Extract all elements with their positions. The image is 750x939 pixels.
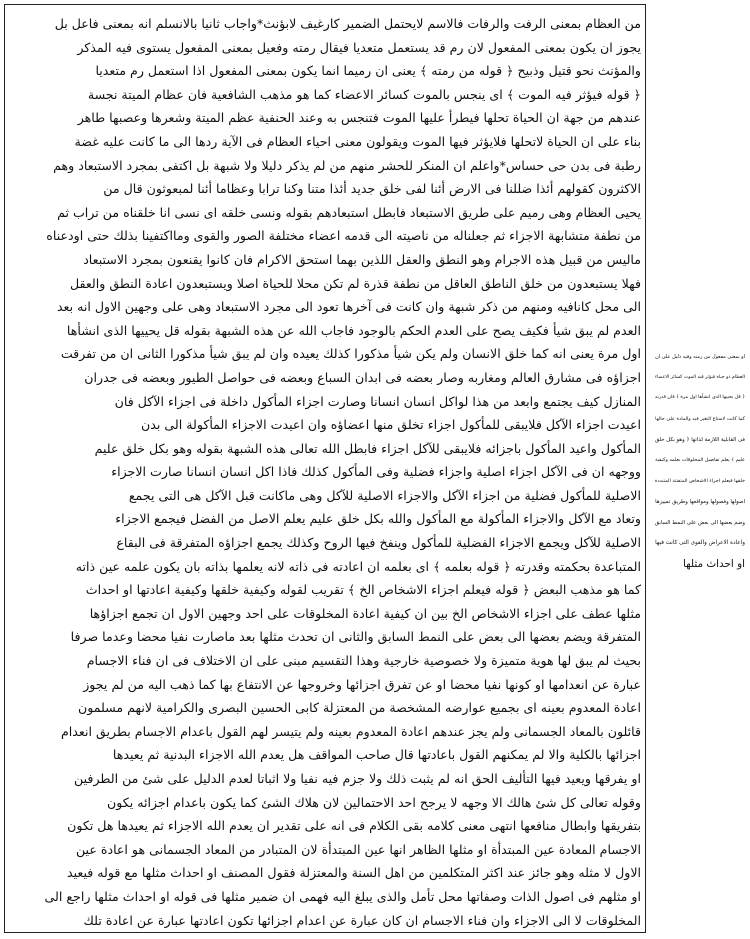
margin-text-line: العظام ذو حياة فيؤثر فيه الموت كسائر الاعضاء [655, 374, 745, 380]
main-text-line: اول مرة يعنى انه كما خلق الانسان ولم يكن شيأ مذكورا كذلك يعيده وان لم يبق شيأ مذكورا الثانى ان من تفرقت [60, 346, 641, 362]
main-text-line: يجوز ان يكون بمعنى المفعول لان رم قد يستعمل متعديا فيقال رمته وفعيل بمعنى المفعول يستوى فيه المذكر [77, 39, 641, 55]
margin-text-line: واعادة الاعراض والقوى التى كانت فيها [655, 540, 745, 547]
margin-text-line: عليم ﴾ يعلم تفاصيل المخلوقات بعلمه وكيفية [655, 457, 745, 464]
main-text-line: اعيدت اجزاء الآكل فلايبقى للمأكول اجزاء تخلق منها اعضاؤه وان اعيدت الاجزاء المأكولة الى بدن [141, 417, 641, 433]
main-text-line: ووجهه ان فى الآكل اجزاء اصلية واجزاء فضلية وفى المأكول كذلك فاذا اكل انسان انسانا صارت الاجزاء [111, 464, 641, 480]
main-text-line: المنازل كيف يجتمع وابعد من هذا لواكل انسان انسانا وصارت اجزاء المأكول داخلة فى اجزاء الآكل فان [114, 393, 641, 409]
main-text-line: وتعاد مع الآكل والاجزاء المأكولة مع المأكول والله بكل خلق عليم يعلم الاصل من الفضل فيجمع الاجزاء [115, 511, 641, 527]
main-text-line: وقوله تعالى كل شئ هالك الا وجهه لا يرجح احد الاحتمالين لان هلاك الشئ كما يكون باعدام اجزائه يكون [106, 794, 641, 810]
main-text-line: المتفرقة ويضم بعضها الى بعض على النمط السابق والثانى ان تحدث مثلها بعد ماصارت نفيا محضا وعدما صرفا [70, 629, 641, 645]
main-text-line: ﴿ قوله فيؤثر فيه الموت ﴾ اى ينجس بالموت كسائر الاعضاء كما هو مذهب الشافعية فان عظام الميتة نجسة [87, 86, 641, 102]
main-text-line: بناء على ان الحياة لاتحلها فلايؤثر فيها الموت ويقولون معنى احياء العظام فى الآية ردها الى ما كانت عليه غضة [74, 133, 641, 149]
main-text-line: كما هو مذهب البعض ﴿ قوله فيعلم اجزاء الاشخاص الخ ﴾ تقريب لقوله وكيفية خلقها وكيفية اعادتها او احداث [85, 582, 641, 598]
main-text-line: بتفريقها وابطال منافعها انتهى معنى كلامه بقى الكلام فى انه على تقدير ان يعدم الله الاجزاء ثم يعيدها هل تكون [67, 818, 641, 834]
main-text-line: فهلا يستبعدون من خلق الناطق العاقل من نطفة قذرة لم تكن محلا للحياة اصلا ويستبعدون اعادة النطق والعقل [69, 275, 641, 291]
main-text-line: يحيى العظام وهى رميم على طريق الاستبعاد فابطل استبعادهم بقوله ونسى خلقه اى نسى انا خلقناه من تراب ثم [57, 204, 641, 220]
main-text-line: رطبة فى بدن حى حساس*واعلم ان المنكر للحشر منهم من لم يذكر دليلا ولا شبهة بل اكتفى بمجرد الاستبعاد وهم [53, 157, 641, 173]
main-text-line: الاول لا مثله وهو جائز عند اكثر المتكلمين من اهل السنة والمعتزلة فقول المصنف او احداث مثلها مع قوله فيعيد [66, 865, 641, 881]
main-text-line: المخلوقات لا الى الاجزاء وان فناء الاجسام ان كان عبارة عن اعدام اجزائها تكون اعادتها عبارة عن اعادة تلك [83, 912, 641, 928]
main-text-line: الى محل كانافيه ومنهم من ذكر شبهة وان كانت فى آخرها تعود الى مجرد الاستبعاد وهى على وجهين الاول انه بعد [56, 299, 641, 315]
main-text-line: عبارة عن انعدامها او كونها نفيا محضا او عن تفرق اجزائها وخروجها عن الانتفاع بها كما ذهب اليه من لم يجوز [83, 676, 641, 692]
main-text-line: من نطفة متشابهة الاجزاء ثم جعلناله من ناصيته الى قدمه اعضاء مختلفة الصور والقوى ومااكتفينا بذلك حتى اودعناه [46, 228, 641, 244]
main-text-line: المتباعدة بحكمته وقدرته ﴿ قوله بعلمه ﴾ اى بعلمه ان اعادته فى ذاته لانه يعلمها بذاته بان يكون علمه عين ذاته [75, 558, 641, 574]
main-text-line: الاصلية للآكل ويجمع الاجزاء الفضلية للمأكول وينفخ فيها الروح وكذلك يجمع اجزاؤه المتفرقة فى البقاع [116, 535, 641, 551]
main-text-line: بحيث لم يبق لها هوية متميزة ولا خصوصية خارجية وهذا التقسيم مبنى على ان الاختلاف فى ان فناء الاجسام [86, 653, 641, 669]
main-commentary-text [15, 12, 641, 932]
main-text-line: اجزائها بالكلية والا لم يمكنهم القول باعادتها قال صاحب المواقف هل يعدم الله الاجزاء البدنية ثم يعيدها [112, 747, 641, 763]
main-text-line: والمؤنث نحو قتيل وذبيح ﴿ قوله من رمته ﴾ يعنى ان رميما انما يكون بمعنى المفعول اذا استعمل رم متعديا [95, 63, 641, 79]
main-text-line: اعادة المعدوم بعينه اى بجميع عوارضه المشخصة من المعتزلة كابى الحسين البصرى والكرامية لانهم مسلمون [77, 700, 641, 716]
main-text-line: عندهم من جهة ان الحياة تحلها فيطرأ عليها الموت فتنجس به وعند الحنفية عظم الميتة وشعرها وعصبها طاهر [77, 110, 641, 126]
main-text-line: قائلون بالمعاد الجسمانى ولم يجز عندهم اعادة المعدوم بعينه ولم يتيسر لهم القول باعدام الاجسام بطريق انعدام [61, 723, 641, 739]
main-text-frame [4, 4, 646, 933]
main-text-line: المأكول واعيد المأكول باجزائه فلايبقى للآكل اجزاء فابطل الله تعالى هذه الشبهة بقوله وهو بكل خلق عليم [94, 440, 641, 456]
main-text-line: من العظام بمعنى الرفت والرفات فالاسم لايحتمل الضمير كارغيف لابؤنث*واجاب ثانيا بالانسلم انه بمعنى فاعل بل [54, 16, 641, 31]
main-text-line: العدم لم يبق شيأ فكيف يصح على العدم الحكم بالوجود فاجاب الله عن هذه الشبهة بقوله قل يحييها الذى انشأها [66, 322, 641, 338]
main-text-line: او مثلهم فى اصول الذات وصفاتها محل تأمل والذى يبلغ اليه فهمى ان ضمير مثلها فى قوله او احداث مثلها راجع الى [44, 888, 641, 904]
margin-text-line: او بمعنى مفعول من رمته وفيه دليل على ان [655, 354, 745, 360]
margin-text-line: او احداث مثلها [682, 557, 745, 570]
margin-text-line: فى القابلية اللازمة لذاتها ﴿ وهو بكل خلق [655, 436, 745, 443]
main-text-line: ماليس من قبيل هذه الاجرام وهو النطق والعقل اللذين بهما استحق الاكرام فان كانوا يقنعون بمجرد الاستبعاد [83, 251, 641, 267]
main-text-line: الاكثرون كقولهم أئذا ضللنا فى الارض أئنا لفى خلق جديد أئذا متنا وكنا ترابا وعظاما أئنا لمبعوثون قال من [103, 181, 641, 197]
margin-text-line: وضم بعضها الى بعض على النمط السابق [655, 519, 745, 526]
main-text-line: او يفرقها ويعيد فيها التأليف الحق انه لم يثبت ذلك ولا جزم فيه نفيا ولا اثباتا لعدم الدليل على شئ من الطرفين [74, 771, 641, 786]
main-text-line: اجزاؤه فى مشارق العالم ومغاربه وصار بعضه فى ابدان السباع وبعضه فى حواصل الطيور وبعضه فى جدران [84, 369, 641, 385]
margin-text-line: ﴿ قل يحييها الذى انشأها اول مرة ﴾ فان قدرته [655, 395, 745, 401]
margin-text-line: كما كانت لامتناع التغير فيه والمادة على حالها [655, 416, 745, 423]
margin-commentary-text [655, 347, 745, 575]
margin-text-line: خلقها فيعلم اجزاء الاشخاص المتفتتة المتبددة [655, 478, 745, 485]
main-text-line: مثلها عطف على اجزاء الاشخاص الخ بين ان كيفية اعادة المخلوقات على احد وجهين الاول ان تجمع اجزاؤها [89, 605, 641, 621]
main-text-line: الاصلية للمأكول فضلية من اجزاء الآكل والاجزاء الاصلية للآكل وهى ماكانت قبل الآكل هى التى يجمع [128, 487, 641, 503]
main-text-line: الاجسام المعادة عين المبتدأة او مثلها الظاهر انها عين المبتدأة لان المتبادر من المعاد الجسمانى هو اعادة عين [75, 841, 641, 857]
margin-text-line: اصولها وفصولها ومواقعها وطريق تمييزها [655, 498, 745, 505]
